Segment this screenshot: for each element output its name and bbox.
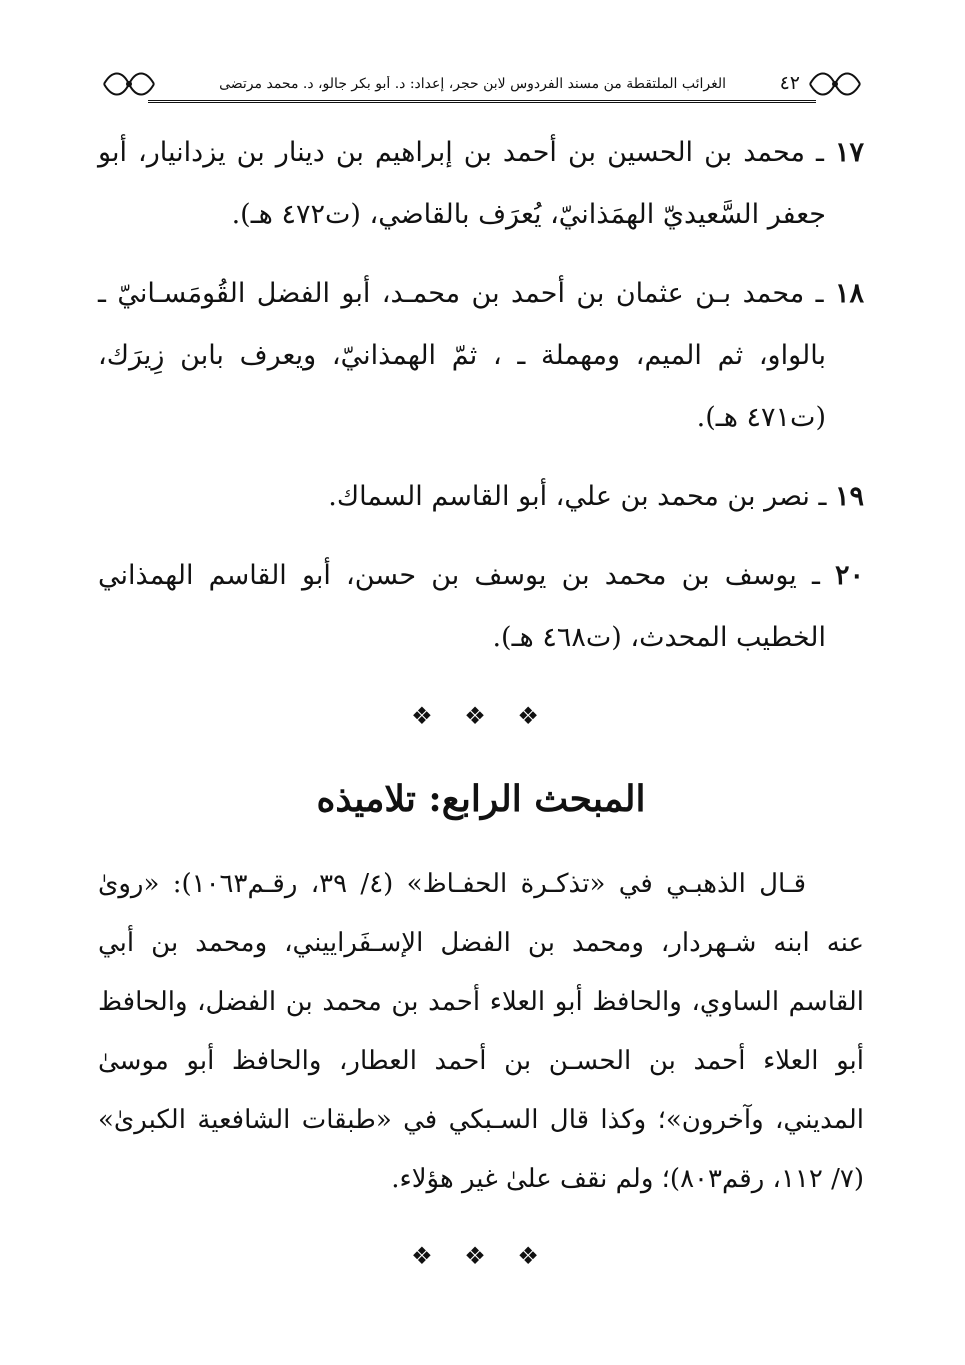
entry-text: محمد بن الحسين بن أحمد بن إبراهيم بن دينار بن يزدانيار، أبو جعفر السَّعيديّ الهمَذانيّ، يُعرَف بالقاضي، (ت٤٧٢ هـ).: [98, 137, 826, 230]
floral-ornament-icon: [804, 66, 866, 102]
floral-ornament-icon: [98, 66, 160, 102]
entry-number: ١٧: [834, 137, 864, 168]
running-header: [98, 66, 866, 106]
section-heading: المبحث الرابع: تلاميذه: [316, 778, 646, 820]
entry-text: نصر بن محمد بن علي، أبو القاسم السماك.: [328, 481, 810, 512]
entry-number: ١٩: [834, 481, 864, 512]
running-title: الغرائب الملتقطة من مسند الفردوس لابن حجر، إعداد: د. أبو بكر جالو، د. محمد مرتضى: [219, 76, 726, 92]
list-item: ١٨ ـ محمد بـن عثمان بن أحمد بن محمـد، أبو الفضل القُومَسـانيّ ـ بالواو، ثم الميم، ومهملة ـ ، ثمّ الهمذانيّ، ويعرف بابن زِيرَك، (ت٤٧١ هـ).: [98, 278, 864, 433]
section-separator-bottom: ❖ ❖ ❖: [411, 1242, 551, 1270]
section-separator: ❖ ❖ ❖: [411, 702, 551, 730]
page-number: ٤٢: [779, 72, 800, 94]
page-content: [98, 122, 864, 1309]
entry-text: يوسف بن محمد بن يوسف بن حسن، أبو القاسم الهمذاني الخطيب المحدث، (ت٤٦٨ هـ).: [98, 560, 826, 653]
list-item: ١٧ ـ محمد بن الحسين بن أحمد بن إبراهيم بن دينار بن يزدانيار، أبو جعفر السَّعيديّ الهمَذانيّ، يُعرَف بالقاضي، (ت٤٧٢ هـ).: [98, 137, 864, 230]
entry-number: ٢٠: [834, 560, 864, 591]
entry-text: محمد بـن عثمان بن أحمد بن محمـد، أبو الفضل القُومَسـانيّ ـ بالواو، ثم الميم، ومهملة ـ ، ثمّ الهمذانيّ، ويعرف بابن زِيرَك، (ت٤٧١ هـ).: [98, 278, 826, 433]
list-item: ١٩ ـ نصر بن محمد بن علي، أبو القاسم السماك.: [328, 481, 864, 512]
list-item: ٢٠ ـ يوسف بن محمد بن يوسف بن حسن، أبو القاسم الهمذاني الخطيب المحدث، (ت٤٦٨ هـ).: [98, 560, 864, 653]
entry-number: ١٨: [834, 278, 864, 309]
header-divider: [148, 100, 816, 103]
body-paragraph: قـال الذهبـي في «تذكـرة الحفـاظ» (٤/ ٣٩، رقـم١٠٦٣): «روىٰ عنه ابنه شـهردار، ومحمد بن الفضل الإسـفَراييني، ومحمد بن أبي القاسم الساوي، والحافظ أبو العلاء أحمد بن محمد بن الفضل، والحافظ أبو العلاء أحمد بن الحسـن بن أحمد العطار، والحافظ أبو موسىٰ المديني، وآخرون»؛ وكذا قال السـبكي في «طبقات الشافعية الكبرىٰ» (٧/ ١١٢، رقم٨٠٣)؛ ولم نقف علىٰ غير هؤلاء.: [98, 869, 864, 1194]
